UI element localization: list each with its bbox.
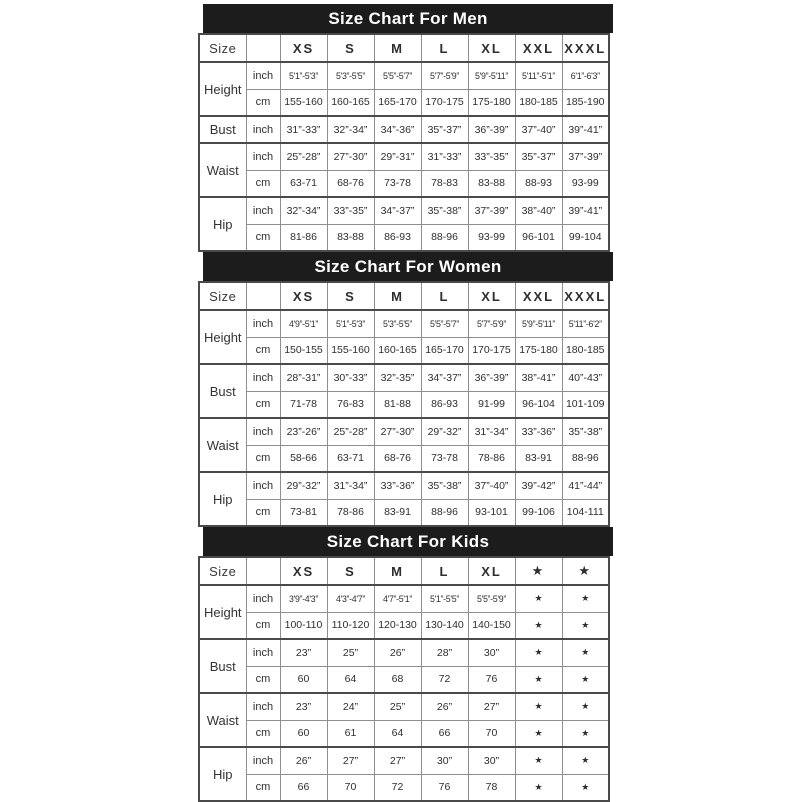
size-column-header: XS: [280, 34, 327, 62]
size-value-cell: 78-83: [421, 170, 468, 197]
size-value-cell: 5'1”-5'3”: [327, 310, 374, 337]
size-value-cell: 27”: [327, 747, 374, 774]
size-value-cell: 72: [421, 666, 468, 693]
unit-label: inch: [246, 418, 280, 445]
size-value-cell: 110-120: [327, 612, 374, 639]
size-value-cell: ★: [562, 585, 609, 612]
measurement-row: [199, 310, 609, 337]
size-value-cell: 28”: [421, 639, 468, 666]
size-label: Size: [199, 282, 246, 310]
size-value-cell: 66: [421, 720, 468, 747]
size-value-cell: 31”-34”: [468, 418, 515, 445]
size-value-cell: 5'9”-5'11”: [468, 62, 515, 89]
size-value-cell: 86-93: [421, 391, 468, 418]
size-column-header: ★: [515, 557, 562, 585]
size-header-row: [199, 34, 609, 62]
measurement-row: [199, 364, 609, 391]
unit-label: inch: [246, 585, 280, 612]
size-value-cell: 180-185: [562, 337, 609, 364]
size-value-cell: 64: [327, 666, 374, 693]
size-column-header: XS: [280, 282, 327, 310]
size-value-cell: 78-86: [327, 499, 374, 526]
size-value-cell: 29”-32”: [421, 418, 468, 445]
blank-unit-cell: [246, 282, 280, 310]
unit-label: inch: [246, 310, 280, 337]
size-value-cell: 88-96: [562, 445, 609, 472]
size-value-cell: 5'9”-5'11”: [515, 310, 562, 337]
size-value-cell: 26”: [374, 639, 421, 666]
size-value-cell: 26”: [280, 747, 327, 774]
size-value-cell: 72: [374, 774, 421, 801]
size-value-cell: 4'9”-5'1”: [280, 310, 327, 337]
size-value-cell: 155-160: [327, 337, 374, 364]
size-value-cell: 23”-26”: [280, 418, 327, 445]
size-value-cell: 35”-37”: [421, 116, 468, 143]
size-value-cell: 39”-41”: [562, 116, 609, 143]
size-value-cell: 78: [468, 774, 515, 801]
size-value-cell: 32”-34”: [327, 116, 374, 143]
unit-label: inch: [246, 693, 280, 720]
size-value-cell: 93-99: [468, 224, 515, 251]
size-value-cell: 60: [280, 666, 327, 693]
measurement-row: [199, 62, 609, 89]
size-value-cell: 175-180: [468, 89, 515, 116]
size-value-cell: 63-71: [280, 170, 327, 197]
measurement-row: [199, 720, 609, 747]
size-value-cell: 30”: [421, 747, 468, 774]
size-value-cell: 104-111: [562, 499, 609, 526]
size-value-cell: 37”-39”: [468, 197, 515, 224]
table-title: Size Chart For Women: [314, 256, 502, 276]
measurement-row: [199, 612, 609, 639]
size-value-cell: ★: [562, 720, 609, 747]
measurement-row: [199, 391, 609, 418]
size-column-header: L: [421, 282, 468, 310]
measurement-label: Bust: [199, 116, 246, 143]
size-column-header: M: [374, 282, 421, 310]
size-value-cell: 170-175: [421, 89, 468, 116]
size-value-cell: 5'1”-5'3”: [280, 62, 327, 89]
size-value-cell: 36”-39”: [468, 364, 515, 391]
size-value-cell: 5'5”-5'7”: [374, 62, 421, 89]
unit-label: inch: [246, 639, 280, 666]
size-value-cell: 5'3”-5'5”: [327, 62, 374, 89]
measurement-label: Height: [199, 310, 246, 364]
size-value-cell: 4'7”-5'1”: [374, 585, 421, 612]
measurement-row: [199, 445, 609, 472]
size-value-cell: 29”-31”: [374, 143, 421, 170]
size-value-cell: 38”-40”: [515, 197, 562, 224]
size-column-header: M: [374, 34, 421, 62]
size-value-cell: 31”-33”: [421, 143, 468, 170]
size-value-cell: 68-76: [374, 445, 421, 472]
blank-unit-cell: [246, 34, 280, 62]
size-column-header: XXL: [515, 282, 562, 310]
size-value-cell: 25”: [327, 639, 374, 666]
measurement-row: [199, 89, 609, 116]
table-title-band: [203, 4, 613, 33]
size-value-cell: 37”-39”: [562, 143, 609, 170]
size-value-cell: 66: [280, 774, 327, 801]
size-chart-for-women: [198, 252, 608, 527]
measurement-row: [199, 170, 609, 197]
table-title-band: [203, 252, 613, 281]
size-value-cell: ★: [515, 639, 562, 666]
size-value-cell: 5'5”-5'7”: [421, 310, 468, 337]
unit-label: cm: [246, 89, 280, 116]
size-value-cell: ★: [562, 612, 609, 639]
unit-label: cm: [246, 612, 280, 639]
size-value-cell: 39”-41”: [562, 197, 609, 224]
size-value-cell: 130-140: [421, 612, 468, 639]
measurement-row: [199, 143, 609, 170]
size-value-cell: 33”-35”: [327, 197, 374, 224]
size-value-cell: ★: [562, 666, 609, 693]
size-chart-for-men: [198, 4, 608, 252]
size-value-cell: 83-91: [515, 445, 562, 472]
size-column-header: XL: [468, 282, 515, 310]
size-value-cell: 61: [327, 720, 374, 747]
size-value-cell: ★: [562, 747, 609, 774]
size-value-cell: 68: [374, 666, 421, 693]
measurement-label: Hip: [199, 197, 246, 251]
size-value-cell: 37”-40”: [515, 116, 562, 143]
size-value-cell: 32”-35”: [374, 364, 421, 391]
size-value-cell: 81-88: [374, 391, 421, 418]
size-value-cell: ★: [562, 774, 609, 801]
size-value-cell: 30”-33”: [327, 364, 374, 391]
size-value-cell: 60: [280, 720, 327, 747]
unit-label: inch: [246, 472, 280, 499]
size-value-cell: 32”-34”: [280, 197, 327, 224]
size-value-cell: 76: [468, 666, 515, 693]
size-value-cell: 68-76: [327, 170, 374, 197]
size-table: [198, 556, 610, 802]
table-title: Size Chart For Men: [328, 8, 488, 28]
size-value-cell: 160-165: [374, 337, 421, 364]
unit-label: cm: [246, 774, 280, 801]
size-value-cell: 88-96: [421, 224, 468, 251]
measurement-row: [199, 693, 609, 720]
unit-label: inch: [246, 197, 280, 224]
measurement-label: Hip: [199, 747, 246, 801]
unit-label: inch: [246, 143, 280, 170]
size-column-header: XS: [280, 557, 327, 585]
size-label: Size: [199, 557, 246, 585]
measurement-row: [199, 585, 609, 612]
size-column-header: S: [327, 282, 374, 310]
size-value-cell: 31”-33”: [280, 116, 327, 143]
size-value-cell: 37”-40”: [468, 472, 515, 499]
measurement-label: Waist: [199, 143, 246, 197]
measurement-label: Height: [199, 62, 246, 116]
measurement-row: [199, 418, 609, 445]
size-value-cell: 165-170: [374, 89, 421, 116]
size-charts-container: [198, 4, 608, 802]
size-value-cell: 27”-30”: [374, 418, 421, 445]
size-value-cell: 96-104: [515, 391, 562, 418]
table-title: Size Chart For Kids: [326, 531, 490, 551]
unit-label: inch: [246, 747, 280, 774]
size-value-cell: 78-86: [468, 445, 515, 472]
unit-label: cm: [246, 445, 280, 472]
measurement-row: [199, 116, 609, 143]
measurement-label: Bust: [199, 364, 246, 418]
measurement-label: Waist: [199, 418, 246, 472]
size-value-cell: 86-93: [374, 224, 421, 251]
size-value-cell: 5'11”-6'2”: [562, 310, 609, 337]
unit-label: inch: [246, 62, 280, 89]
size-value-cell: 34”-37”: [374, 197, 421, 224]
size-value-cell: 27”: [374, 747, 421, 774]
size-value-cell: 91-99: [468, 391, 515, 418]
size-value-cell: 41”-44”: [562, 472, 609, 499]
size-value-cell: 33”-35”: [468, 143, 515, 170]
size-column-header: M: [374, 557, 421, 585]
size-value-cell: 35”-38”: [421, 197, 468, 224]
size-value-cell: 33”-36”: [374, 472, 421, 499]
size-value-cell: 3'9”-4'3”: [280, 585, 327, 612]
table-title-band: [203, 527, 613, 556]
size-value-cell: 5'1”-5'5”: [421, 585, 468, 612]
size-value-cell: 73-81: [280, 499, 327, 526]
measurement-label: Waist: [199, 693, 246, 747]
size-value-cell: 5'7”-5'9”: [421, 62, 468, 89]
size-value-cell: 27”-30”: [327, 143, 374, 170]
size-value-cell: 165-170: [421, 337, 468, 364]
size-value-cell: 93-99: [562, 170, 609, 197]
size-value-cell: 83-88: [327, 224, 374, 251]
size-value-cell: 35”-38”: [421, 472, 468, 499]
measurement-row: [199, 774, 609, 801]
size-value-cell: ★: [515, 585, 562, 612]
measurement-row: [199, 472, 609, 499]
size-value-cell: 101-109: [562, 391, 609, 418]
unit-label: inch: [246, 364, 280, 391]
size-value-cell: 96-101: [515, 224, 562, 251]
size-value-cell: 36”-39”: [468, 116, 515, 143]
size-chart-for-kids: [198, 527, 608, 802]
size-value-cell: 160-165: [327, 89, 374, 116]
size-value-cell: 64: [374, 720, 421, 747]
unit-label: inch: [246, 116, 280, 143]
size-label: Size: [199, 34, 246, 62]
measurement-row: [199, 499, 609, 526]
size-value-cell: 4'3”-4'7”: [327, 585, 374, 612]
size-value-cell: 30”: [468, 639, 515, 666]
size-value-cell: 25”-28”: [327, 418, 374, 445]
size-value-cell: 30”: [468, 747, 515, 774]
size-value-cell: 120-130: [374, 612, 421, 639]
blank-unit-cell: [246, 557, 280, 585]
size-value-cell: ★: [515, 666, 562, 693]
measurement-row: [199, 666, 609, 693]
size-value-cell: 25”-28”: [280, 143, 327, 170]
size-table: [198, 33, 610, 252]
size-value-cell: 24”: [327, 693, 374, 720]
measurement-label: Height: [199, 585, 246, 639]
size-value-cell: 5'3”-5'5”: [374, 310, 421, 337]
size-table: [198, 281, 610, 527]
size-value-cell: 35”-37”: [515, 143, 562, 170]
unit-label: cm: [246, 391, 280, 418]
size-value-cell: 58-66: [280, 445, 327, 472]
size-value-cell: 34”-37”: [421, 364, 468, 391]
size-value-cell: 5'5”-5'9”: [468, 585, 515, 612]
size-value-cell: 25”: [374, 693, 421, 720]
unit-label: cm: [246, 337, 280, 364]
size-value-cell: ★: [562, 639, 609, 666]
size-value-cell: 28”-31”: [280, 364, 327, 391]
size-value-cell: 23”: [280, 693, 327, 720]
size-column-header: XXXL: [562, 282, 609, 310]
size-value-cell: 100-110: [280, 612, 327, 639]
unit-label: cm: [246, 720, 280, 747]
size-value-cell: 140-150: [468, 612, 515, 639]
size-value-cell: ★: [515, 693, 562, 720]
size-column-header: XXXL: [562, 34, 609, 62]
size-value-cell: 170-175: [468, 337, 515, 364]
size-value-cell: 38”-41”: [515, 364, 562, 391]
size-value-cell: ★: [515, 612, 562, 639]
size-value-cell: 40”-43”: [562, 364, 609, 391]
size-value-cell: ★: [515, 774, 562, 801]
size-value-cell: 155-160: [280, 89, 327, 116]
size-column-header: L: [421, 557, 468, 585]
size-value-cell: 27”: [468, 693, 515, 720]
size-value-cell: 99-106: [515, 499, 562, 526]
size-value-cell: 35”-38”: [562, 418, 609, 445]
size-value-cell: 5'7”-5'9”: [468, 310, 515, 337]
unit-label: cm: [246, 666, 280, 693]
size-value-cell: 29”-32”: [280, 472, 327, 499]
size-value-cell: 70: [327, 774, 374, 801]
size-value-cell: 88-96: [421, 499, 468, 526]
size-value-cell: 26”: [421, 693, 468, 720]
size-value-cell: 185-190: [562, 89, 609, 116]
size-value-cell: 63-71: [327, 445, 374, 472]
measurement-row: [199, 224, 609, 251]
size-value-cell: 33”-36”: [515, 418, 562, 445]
unit-label: cm: [246, 224, 280, 251]
size-column-header: XL: [468, 34, 515, 62]
size-value-cell: 39”-42”: [515, 472, 562, 499]
size-value-cell: 83-88: [468, 170, 515, 197]
size-value-cell: 93-101: [468, 499, 515, 526]
size-value-cell: 70: [468, 720, 515, 747]
size-value-cell: 34”-36”: [374, 116, 421, 143]
unit-label: cm: [246, 499, 280, 526]
size-value-cell: ★: [562, 693, 609, 720]
size-value-cell: 150-155: [280, 337, 327, 364]
size-column-header: S: [327, 34, 374, 62]
size-header-row: [199, 557, 609, 585]
size-value-cell: 71-78: [280, 391, 327, 418]
size-value-cell: 88-93: [515, 170, 562, 197]
size-value-cell: ★: [515, 747, 562, 774]
size-value-cell: ★: [515, 720, 562, 747]
size-value-cell: 180-185: [515, 89, 562, 116]
size-value-cell: 99-104: [562, 224, 609, 251]
size-value-cell: 5'11”-5'1”: [515, 62, 562, 89]
size-column-header: S: [327, 557, 374, 585]
size-column-header: L: [421, 34, 468, 62]
size-value-cell: 76: [421, 774, 468, 801]
size-value-cell: 81-86: [280, 224, 327, 251]
size-header-row: [199, 282, 609, 310]
size-column-header: ★: [562, 557, 609, 585]
size-value-cell: 23”: [280, 639, 327, 666]
measurement-label: Hip: [199, 472, 246, 526]
size-value-cell: 76-83: [327, 391, 374, 418]
size-value-cell: 6'1”-6'3”: [562, 62, 609, 89]
size-value-cell: 73-78: [421, 445, 468, 472]
unit-label: cm: [246, 170, 280, 197]
measurement-row: [199, 197, 609, 224]
size-value-cell: 175-180: [515, 337, 562, 364]
size-value-cell: 83-91: [374, 499, 421, 526]
measurement-label: Bust: [199, 639, 246, 693]
size-column-header: XXL: [515, 34, 562, 62]
size-value-cell: 31”-34”: [327, 472, 374, 499]
measurement-row: [199, 639, 609, 666]
size-column-header: XL: [468, 557, 515, 585]
size-value-cell: 73-78: [374, 170, 421, 197]
measurement-row: [199, 747, 609, 774]
measurement-row: [199, 337, 609, 364]
